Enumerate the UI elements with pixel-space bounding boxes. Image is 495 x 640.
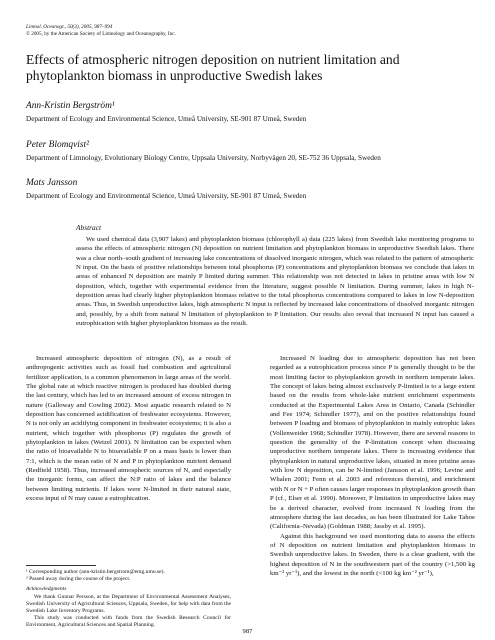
body-column-left bbox=[26, 354, 231, 504]
abstract-heading: Abstract bbox=[76, 223, 102, 232]
body-paragraph: Against this background we used monitoring data to assess the effects of N deposition on nutrient limitation and phytoplankton biomass in Swedish unproductive lakes. In Sweden, there is a clear gradient, with the highest deposition of N in the southwestern part of the country (>1,500 kg km⁻² yr⁻¹), and the lowest in the north (<100 kg km⁻² yr⁻¹), bbox=[270, 532, 475, 577]
journal-citation: Limnol. Oceanogr., 50(3), 2005, 987–994 bbox=[26, 24, 113, 30]
author-affiliation: Department of Limnology, Evolutionary Biology Centre, Uppsala University, Norbyvägen 20, SE-752 36 Uppsala, Sweden bbox=[26, 154, 381, 162]
footnote-1: ¹ Corresponding author (ann-kristin.bergstrom@emg.umu.se). bbox=[26, 569, 165, 575]
acknowledgments-heading: Acknowledgments bbox=[26, 586, 67, 593]
footnote-divider bbox=[26, 565, 96, 566]
author-affiliation: Department of Ecology and Environmental Science, Umeå University, SE-901 87 Umeå, Sweden bbox=[26, 115, 307, 123]
author-name: Peter Blomqvist² bbox=[26, 140, 89, 150]
author-affiliation: Department of Ecology and Environmental Science, Umeå University, SE-901 87 Umeå, Sweden bbox=[26, 192, 307, 200]
footnote-2: ² Passed away during the course of the project. bbox=[26, 576, 131, 583]
body-paragraph: Increased atmospheric deposition of nitrogen (N), as a result of anthropogenic activities such as fossil fuel combustion and agricultural fertilizer application, is a common phenomenon in large areas of the world. The global rate at which reactive nitrogen is produced has doubled during the last century, which has led to an increased amount of excess nitrogen in nature (Galloway and Cowling 2002). Most aquatic research related to N deposition has concerned acidification of freshwater ecosystems. However, N is not only an acidifying component in freshwater ecosystems; it is also a nutrient, which together with phosphorus (P) regulates the growth of phytoplankton in lakes (Wetzel 2001). N limitation can be expected when the ratio of bioavailable N to bioavailable P on a mass basis is lower than 7:1, which is the mean ratio of N and P in phytoplankton nutrient demand (Redfield 1958). Thus, increased atmospheric sources of N, and especially the inorganic forms, can affect the N:P ratio of lakes and the balance between limiting nutrients. If lakes were N-limited in their natural state, excess input of N may cause a eutrophication. bbox=[26, 355, 231, 503]
footnotes bbox=[26, 569, 231, 630]
acknowledgments-text: We thank Gunnar Persson, at the Department of Environmental Assessment Analyses, Swedish University of Agricultural Sciences, Uppsala, Sweden, for help with data from the Swedish Lake Inventory Programs. bbox=[26, 593, 231, 615]
abstract bbox=[76, 223, 474, 328]
copyright-line: © 2005, by the American Society of Limnology and Oceanography, Inc. bbox=[26, 31, 176, 37]
author-name: Ann-Kristin Bergström¹ bbox=[26, 101, 115, 111]
acknowledgments-text: This study was conducted with funds from the Swedish Research Council for Environment, Agricultural Sciences and Spatial Planning. bbox=[26, 615, 231, 629]
body-paragraph: Increased N loading due to atmospheric deposition has not been regarded as a eutrophication process since P is generally thought to be the most limiting factor to phytoplankton growth in northern temperate lakes. The concept of lakes being almost exclusively P-limited is to a large extent based on the results from whole-lake nutrient enrichment experiments conducted at the Experimental Lakes Area in Ontario, Canada (Schindler and Fee 1974; Schindler 1977), and on the positive relationships found between P loading and biomass of phytoplankton in mainly eutrophic lakes (Vollenweider 1968; Schindler 1978). However, there are several reasons to question the generality of the P-limitation concept when discussing unproductive northern temperate lakes. There is increasing evidence that phytoplankton in natural unproductive lakes, situated in more pristine areas with low N deposition, can be N-limited (Jansson et al. 1996; Levine and Whalen 2001; Fenn et al. 2003 and references therein), and enrichment with N or N + P often causes larger responses in phytoplankton growth than P (cf., Elser et al. 1990). Moreover, P limitation in unproductive lakes may be a derived character, evolved from increased N loading from the atmosphere during the last decades, as has been illustrated for Lake Tahoe (California–Nevada) (Goldman 1988; Jassby et al. 1995). bbox=[270, 355, 475, 531]
author-name: Mats Jansson bbox=[26, 178, 78, 188]
article-title: Effects of atmospheric nitrogen deposition on nutrient limitation and phytoplankton biomass in unproductive Swedish lakes bbox=[26, 52, 400, 83]
journal-header bbox=[26, 24, 176, 38]
body-column-right bbox=[270, 354, 475, 578]
abstract-text: We used chemical data (3,907 lakes) and phytoplankton biomass (chlorophyll a) data (225 lakes) from Swedish lake monitoring programs to assess the effects of atmospheric nitrogen (N) deposition on nutrient limitation and phytoplankton biomass in unproductive Swedish lakes. There was a clear north–south gradient of increasing lake concentrations of dissolved inorganic nitrogen, which was related to the pattern of atmospheric N input. On the basis of positive relationships between total phosphorus (P) concentrations and phytoplankton biomass we conclude that lakes in areas of enhanced N deposition are mainly P limited during summer. This relationship was not detected in lakes in pristine areas with low N deposition, which, together with experimental evidence from the literature, suggest possible N limitation. During summer, lakes in high N-deposition areas had clearly higher phytoplankton biomass relative to the total phosphorus concentrations compared to lakes in low N-deposition areas. Thus, in Swedish unproductive lakes, high atmospheric N input is reflected by increased lake concentrations of dissolved inorganic nitrogen and, possibly, by a shift from natural N limitation of phytoplankton to P limitation. Our results also reveal that increased N input has caused a eutrophication with higher phytoplankton biomass as the result. bbox=[76, 236, 474, 328]
page-number: 987 bbox=[242, 628, 253, 635]
